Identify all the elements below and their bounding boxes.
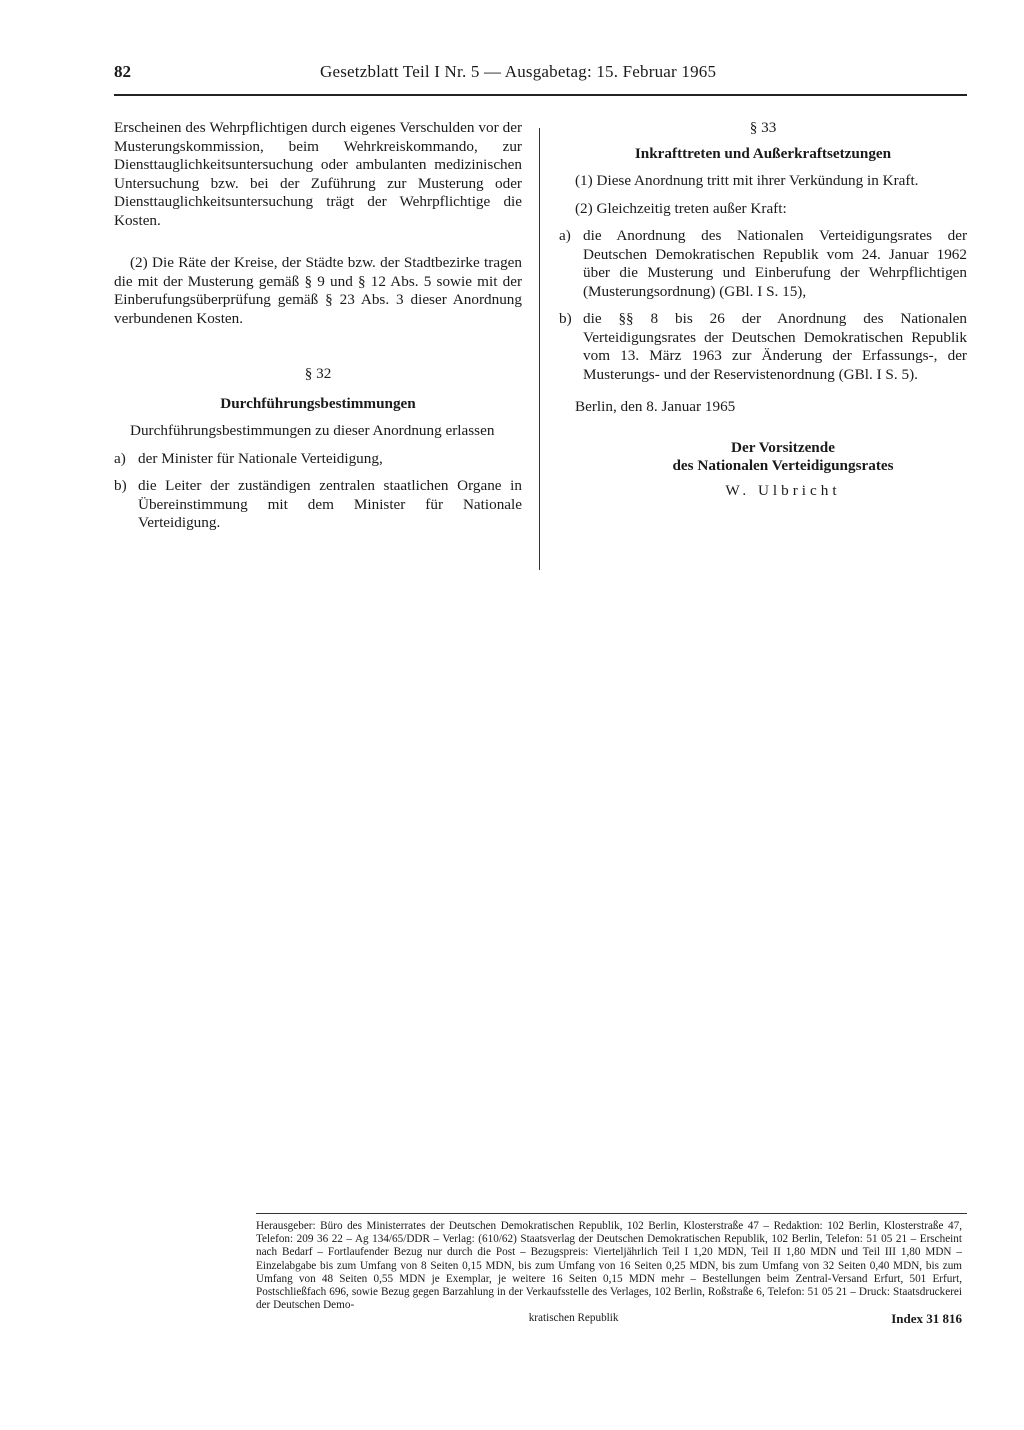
section-33 (559, 119, 967, 384)
list-item (559, 227, 967, 301)
list-item (114, 450, 522, 469)
list-marker: a) (114, 449, 126, 467)
signature-name: W. Ulbricht (725, 481, 841, 499)
list-text: die Leiter der zuständigen zentralen staatlichen Organe in Übereinstimmung mit dem Minister für Nationale Verteidigung. (138, 477, 522, 531)
imprint-last-line (256, 1312, 962, 1325)
running-head: Gesetzblatt Teil I Nr. 5 — Ausgabetag: 15. Februar 1965 (320, 62, 717, 81)
list-text: die §§ 8 bis 26 der Anordnung des Nationalen Verteidigungsrates der Deutschen Demokratischen Republik vom 13. März 1963 zur Änderung der Erfassungs-, der Musterungs- und der Reservistenordnung (GBl. I S. 5). (583, 310, 967, 383)
footer-rule (256, 1213, 967, 1214)
imprint-text-end: kratischen Republik (528, 1312, 619, 1325)
left-column (114, 119, 522, 533)
section-32 (114, 365, 522, 533)
list-marker: a) (559, 227, 571, 244)
section-number: § 33 (749, 119, 777, 136)
imprint-text: Herausgeber: Büro des Ministerrates der Deutschen Demokratischen Republik, 102 Berlin, Klosterstraße 47 – Redaktion: 102 Berlin, Klosterstraße 47, Telefon: 209 36 22 – Ag 134/65/DDR – Verlag: (610/62) Staatsverlag der Deutschen Demokratischen Republik, 102 Berlin, Telefon: 51 05 21 – Erscheint nach Bedarf – Fortlaufender Bezug nur durch die Post – Bezugspreis: Vierteljährlich Teil I 1,20 MDN, Teil II 1,80 MDN und Teil III 1,80 MDN – Einzelabgabe bis zum Umfang von 8 Seiten 0,15 MDN, bis zum Umfang von 16 Seiten 0,25 MDN, bis zum Umfang von 32 Seiten 0,40 MDN, bis zum Umfang von 48 Seiten 0,55 MDN je Exemplar, je weitere 16 Seiten 0,15 MDN mehr – Bestellungen beim Zentral-Versand Erfurt, 501 Erfurt, Postschließfach 696, sowie Bezug gegen Barzahlung in der Verkaufsstelle des Verlages, 102 Berlin, Roßstraße 6, Telefon: 51 05 21 – Druck: Staatsdruckerei der Deutschen Demo- (256, 1220, 962, 1312)
paragraph-1: (1) Diese Anordnung tritt mit ihrer Verkündung in Kraft. (575, 172, 919, 189)
signature-block (559, 439, 967, 501)
signature-title-2: des Nationalen Verteidigungsrates (672, 457, 894, 474)
paragraph-2: (2) Die Räte der Kreise, der Städte bzw. der Stadtbezirke tragen die mit der Musterung gemäß § 9 und § 12 Abs. 5 sowie mit der Einberufungsüberprüfung gemäß § 23 Abs. 3 dieser Anordnung verbundenen Kosten. (114, 254, 522, 327)
list-marker: b) (559, 310, 572, 327)
list-marker: b) (114, 477, 127, 494)
section-number: § 32 (304, 365, 332, 382)
page-number: 82 (114, 62, 131, 81)
list-item (114, 477, 522, 533)
column-divider (539, 128, 540, 570)
index-number: Index 31 816 (891, 1311, 962, 1327)
section-intro: Durchführungsbestimmungen zu dieser Anordnung erlassen (130, 422, 495, 439)
continued-paragraph: Erscheinen des Wehrpflichtigen durch eigenes Verschulden vor der Musterungskommission, beim Wehrkreiskommando, zur Diensttauglichkeitsuntersuchung oder ambulanten medizinischen Untersuchung bzw. bei der Zuführung zur Musterung oder Diensttauglichkeitsuntersuchung trägt der Wehrpflichtige die Kosten. (114, 119, 522, 229)
imprint-footer (256, 1220, 962, 1326)
list-text: die Anordnung des Nationalen Verteidigungsrates der Deutschen Demokratischen Republik vom 24. Januar 1962 über die Musterung und Einberufung der Wehrpflichtigen (Musterungsordnung) (GBl. I S. 15), (583, 227, 967, 300)
list-item (559, 310, 967, 384)
section-title: Durchführungsbestimmungen (220, 394, 416, 412)
page-header (114, 62, 967, 88)
place-date: Berlin, den 8. Januar 1965 (575, 398, 736, 415)
header-rule (114, 94, 967, 96)
paragraph-2: (2) Gleichzeitig treten außer Kraft: (575, 199, 787, 217)
right-column (559, 119, 967, 500)
signature-title-1: Der Vorsitzende (731, 438, 835, 456)
section-title: Inkrafttreten und Außerkraftsetzungen (634, 144, 892, 162)
list-text: der Minister für Nationale Verteidigung, (138, 449, 383, 467)
